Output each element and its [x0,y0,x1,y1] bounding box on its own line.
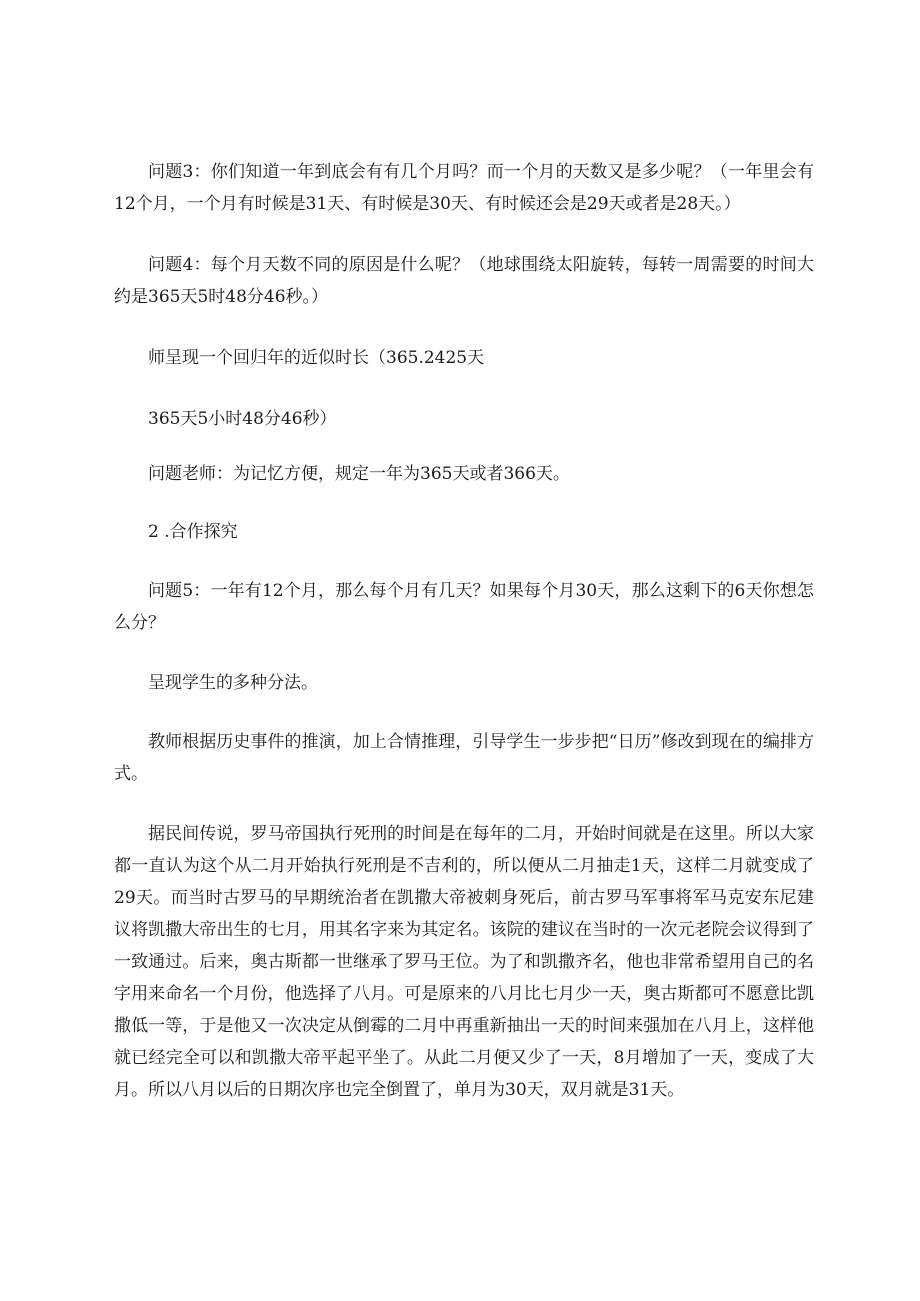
paragraph-tropical-year: 师呈现一个回归年的近似时长（365.2425天 [148,348,485,368]
paragraph-question-4: 问题4：每个月天数不同的原因是什么呢？（地球围绕太阳旋转，每转一周需要的时间大约是365天5时48分46秒。） [114,255,814,307]
paragraph-question-5: 问题5：一年有12个月，那么每个月有几天？如果每个月30天，那么这剩下的6天你想怎么分？ [114,581,814,633]
paragraph-teacher-rule: 问题老师：为记忆方便，规定一年为365天或者366天。 [148,464,570,484]
paragraph-year-duration: 365天5小时48分46秒） [148,409,337,429]
paragraph-student-methods: 呈现学生的多种分法。 [148,673,318,693]
paragraph-question-3: 问题3：你们知道一年到底会有有几个月吗？而一个月的天数又是多少呢？（一年里会有12个月，一个月有时候是31天、有时候是30天、有时候还会是29天或者是28天。） [114,162,814,214]
section-heading-cooperative-exploration: 2 .合作探究 [148,522,238,542]
paragraph-teacher-guidance: 教师根据历史事件的推演，加上合情推理，引导学生一步步把“日历”修改到现在的编排方式。 [114,732,814,784]
paragraph-roman-calendar-history: 据民间传说，罗马帝国执行死刑的时间是在每年的二月，开始时间就是在这里。所以大家都一直认为这个从二月开始执行死刑是不吉利的，所以便从二月抽走1天，这样二月就变成了29天。而当时古罗马的早期统治者在凯撒大帝被刺身死后，前古罗马军事将军马克安东尼建议将凯撒大帝出生的七月，用其名字来为其定名。该院的建议在当时的一次元老院会议得到了一致通过。后来，奥古斯都一世继承了罗马王位。为了和凯撒齐名，他也非常希望用自己的名字用来命名一个月份，他选择了八月。可是原来的八月比七月少一天，奥古斯都可不愿意比凯撒低一等，于是他又一次决定从倒霉的二月中再重新抽出一天的时间来强加在八月上，这样他就已经完全可以和凯撒大帝平起平坐了。从此二月便又少了一天，8月增加了一天，变成了大月。所以八月以后的日期次序也完全倒置了，单月为30天，双月就是31天。 [114,824,814,1100]
